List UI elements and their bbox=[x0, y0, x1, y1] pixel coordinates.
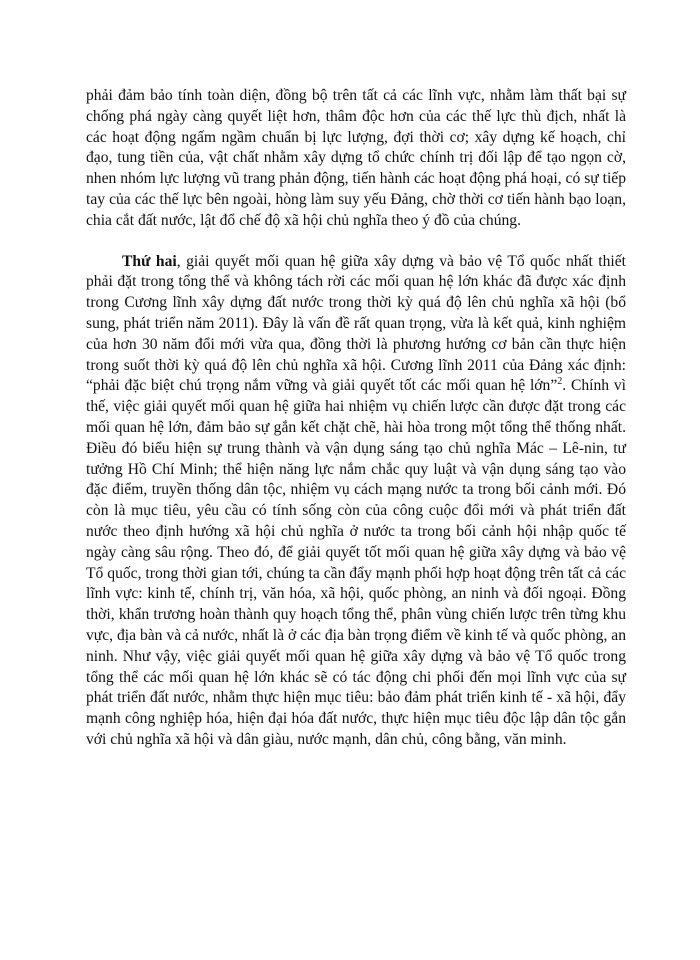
document-body bbox=[86, 86, 626, 751]
paragraph-text-after-note: . Chính vì thế, việc giải quyết mối quan hệ giữa hai nhiệm vụ chiến lược cần được đặt trong các mối quan hệ lớn, đảm bảo sự gắn kết chặt chẽ, hài hòa trong một tổng thể thống nhất. Điều đó biểu hiện sự trung thành và vận dụng sáng tạo chủ nghĩa Mác – Lê-nin, tư tưởng Hồ Chí Minh; thể hiện năng lực nắm chắc quy luật và vận dụng sáng tạo vào đặc điểm, truyền thống dân tộc, nhiệm vụ cách mạng nước ta trong bối cảnh mới. Đó còn là mục tiêu, yêu cầu có tính sống còn của công cuộc đổi mới và phát triển đất nước theo định hướng xã hội chủ nghĩa ở nước ta trong bối cảnh hội nhập quốc tế ngày càng sâu rộng. Theo đó, để giải quyết tốt mối quan hệ giữa xây dựng và bảo vệ Tổ quốc, trong thời gian tới, chúng ta cần đẩy mạnh phối hợp hoạt động trên tất cả các lĩnh vực: kinh tế, chính trị, văn hóa, xã hội, quốc phòng, an ninh và đối ngoại. Đồng thời, khẩn trương hoàn thành quy hoạch tổng thể, phân vùng chiến lược trên từng khu vực, địa bàn và cả nước, nhất là ở các địa bàn trọng điểm về kinh tế và quốc phòng, an ninh. Như vậy, việc giải quyết mối quan hệ giữa xây dựng và bảo vệ Tổ quốc trong tổng thể các mối quan hệ lớn khác sẽ có tác động chi phối đến mọi lĩnh vực của sự phát triển đất nước, nhằm thực hiện mục tiêu: bảo đảm phát triển kinh tế - xã hội, đẩy mạnh công nghiệp hóa, hiện đại hóa đất nước, thực hiện mục tiêu độc lập dân tộc gắn với chủ nghĩa xã hội và dân giàu, nước mạnh, dân chủ, công bằng, văn minh. bbox=[86, 377, 626, 748]
paragraph-text-before-note: , giải quyết mối quan hệ giữa xây dựng và bảo vệ Tổ quốc nhất thiết phải đặt trong tổng thể và không tách rời các mối quan hệ lớn khác đã được xác định trong Cương lĩnh xây dựng đất nước trong thời kỳ quá độ lên chủ nghĩa xã hội (bổ sung, phát triển năm 2011). Đây là vấn đề rất quan trọng, vừa là kết quả, kinh nghiệm của hơn 30 năm đổi mới vừa qua, đồng thời là phương hướng cơ bản cần thực hiện trong suốt thời kỳ quá độ lên chủ nghĩa xã hội. Cương lĩnh 2011 của Đảng xác định: “phải đặc biệt chú trọng nắm vững và giải quyết tốt các mối quan hệ lớn” bbox=[86, 252, 626, 395]
paragraph-lead-bold: Thứ hai bbox=[122, 252, 177, 270]
paragraph-continuation bbox=[86, 86, 626, 232]
paragraph-text: phải đảm bảo tính toàn diện, đồng bộ trên tất cả các lĩnh vực, nhằm làm thất bại sự chống phá ngày càng quyết liệt hơn, thâm độc hơn của các thế lực thù địch, nhất là các hoạt động ngấm ngầm chuẩn bị lực lượng, đợi thời cơ; xây dựng kế hoạch, chỉ đạo, tung tiền của, vật chất nhằm xây dựng tổ chức chính trị đối lập để tạo ngọn cờ, nhen nhóm lực lượng vũ trang phản động, tiến hành các hoạt động phá hoại, có sự tiếp tay của các thế lực bên ngoài, hòng làm suy yếu Đảng, chờ thời cơ tiến hành bạo loạn, chia cắt đất nước, lật đổ chế độ xã hội chủ nghĩa theo ý đồ của chúng. bbox=[86, 87, 626, 229]
footnote-reference[interactable]: 2 bbox=[557, 376, 563, 388]
paragraph-thu-hai bbox=[86, 252, 626, 751]
